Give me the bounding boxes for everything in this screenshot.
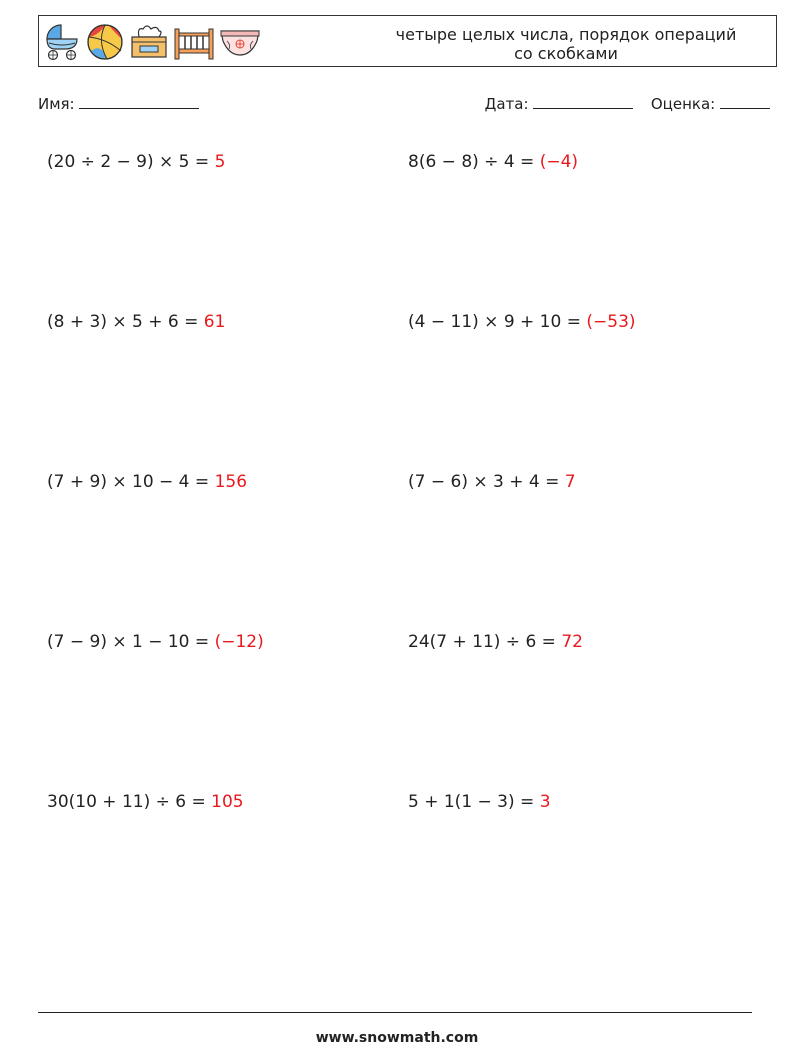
problem-item	[47, 632, 264, 652]
problem-answer: 156	[214, 472, 248, 492]
problem-expression: (20 ÷ 2 − 9) × 5 =	[47, 152, 215, 172]
problem-answer: (−53)	[586, 312, 636, 332]
date-grade-fields	[485, 94, 770, 113]
footer-divider	[38, 1012, 752, 1013]
problem-item	[408, 632, 583, 652]
problem-expression: (7 − 9) × 1 − 10 =	[47, 632, 215, 652]
problem-answer: 5	[214, 152, 226, 172]
problem-item	[408, 792, 551, 812]
title-line-2: со скобками	[514, 44, 618, 63]
problem-expression: 8(6 − 8) ÷ 4 =	[408, 152, 540, 172]
problem-item	[408, 152, 578, 172]
problem-item	[408, 312, 636, 332]
problem-answer: 3	[539, 792, 551, 812]
problem-answer: 7	[564, 472, 576, 492]
title-line-1: четыре целых числа, порядок операций	[395, 25, 737, 44]
problem-expression: 24(7 + 11) ÷ 6 =	[408, 632, 562, 652]
diaper-icon	[219, 21, 261, 61]
problem-answer: 61	[203, 312, 226, 332]
problem-answer: (−12)	[214, 632, 264, 652]
baby-carriage-icon	[43, 21, 81, 61]
name-field[interactable]	[38, 94, 199, 113]
problem-answer: (−4)	[539, 152, 579, 172]
problem-item	[47, 792, 244, 812]
grade-label: Оценка:	[650, 95, 716, 113]
problem-item	[47, 472, 247, 492]
date-blank[interactable]	[533, 94, 633, 109]
problem-expression: 5 + 1(1 − 3) =	[408, 792, 540, 812]
footer-url[interactable]: www.snowmath.com	[315, 1030, 479, 1046]
problem-item	[47, 152, 225, 172]
problem-expression: 30(10 + 11) ÷ 6 =	[47, 792, 212, 812]
crib-icon	[173, 21, 215, 61]
problem-expression: (8 + 3) × 5 + 6 =	[47, 312, 204, 332]
problem-answer: 105	[211, 792, 244, 812]
worksheet-header	[38, 15, 777, 67]
grade-blank[interactable]	[720, 94, 770, 109]
problem-expression: (7 − 6) × 3 + 4 =	[408, 472, 565, 492]
name-label: Имя:	[38, 95, 75, 113]
problem-item	[47, 312, 225, 332]
beach-ball-icon	[85, 21, 125, 61]
date-label: Дата:	[484, 95, 529, 113]
problem-expression: (7 + 9) × 10 − 4 =	[47, 472, 215, 492]
worksheet-title	[376, 25, 756, 63]
name-blank[interactable]	[79, 94, 199, 109]
header-icons	[43, 21, 261, 61]
problem-answer: 72	[561, 632, 583, 652]
problem-expression: (4 − 11) × 9 + 10 =	[408, 312, 587, 332]
problem-item	[408, 472, 576, 492]
tissue-box-icon	[129, 21, 169, 61]
